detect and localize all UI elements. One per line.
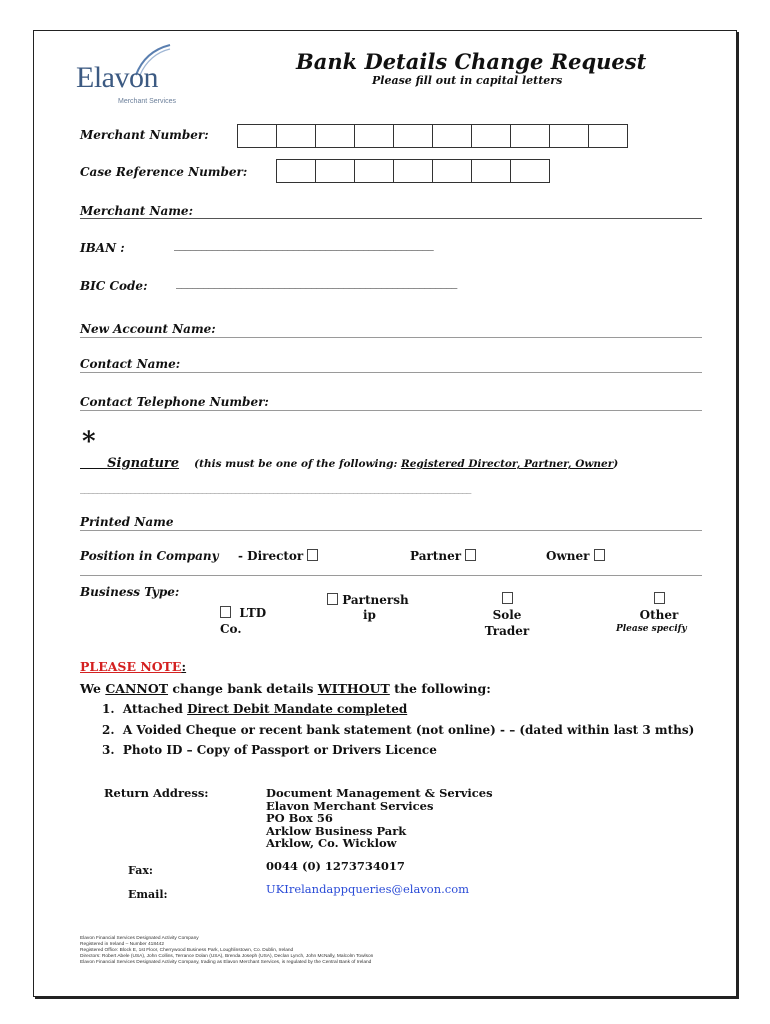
requirement-2: 2. A Voided Cheque or recent bank statement (not online) - – (dated within last 3 mths) — [102, 723, 695, 737]
partner-checkbox[interactable] — [465, 549, 476, 561]
digit-box[interactable] — [393, 124, 433, 148]
signature-note: (this must be one of the following: Registered Director, Partner, Owner) — [194, 458, 619, 470]
option-sole-trader[interactable]: Sole Trader — [469, 591, 545, 639]
digit-box[interactable] — [237, 124, 277, 148]
fax-value: 0044 (0) 1273734017 — [266, 859, 405, 873]
option-other[interactable]: Other — [622, 591, 696, 623]
sole-trader-checkbox[interactable] — [502, 592, 513, 604]
digit-box[interactable] — [510, 124, 550, 148]
digit-box[interactable] — [471, 159, 511, 183]
address-line: Document Management & Services — [266, 786, 493, 800]
business-type-label: Business Type: — [80, 585, 180, 599]
new-account-name-label: New Account Name: — [80, 322, 216, 336]
footer-line: Registered in Ireland – Number 418442 — [80, 942, 164, 947]
elavon-logo — [74, 43, 194, 103]
contact-name-line[interactable] — [80, 372, 702, 373]
address-line: Arklow, Co. Wicklow — [266, 836, 397, 850]
note-intro: We CANNOT change bank details WITHOUT the following: — [80, 681, 491, 696]
bic-label: BIC Code: — [80, 279, 148, 293]
bic-line[interactable]: ____________________________________________________ — [176, 275, 457, 289]
printed-name-line[interactable] — [80, 530, 702, 531]
merchant-number-label: Merchant Number: — [80, 128, 209, 142]
director-checkbox[interactable] — [307, 549, 318, 561]
other-checkbox[interactable] — [654, 592, 665, 604]
partnership-checkbox[interactable] — [327, 593, 338, 605]
digit-box[interactable] — [315, 159, 355, 183]
ltd-checkbox[interactable] — [220, 606, 231, 618]
form-page — [33, 30, 737, 997]
digit-box[interactable] — [471, 124, 511, 148]
option-owner[interactable]: Owner — [546, 549, 605, 563]
footer-line: Registered Office: Block E, 1st Floor, Cherrywood Business Park, Loughlinstown, Co. Dublin, Ireland — [80, 948, 294, 953]
logo-subtitle: Merchant Services — [118, 98, 176, 105]
contact-name-label: Contact Name: — [80, 357, 181, 371]
position-divider — [80, 575, 702, 576]
return-address-block — [266, 787, 493, 850]
case-reference-label: Case Reference Number: — [80, 165, 248, 179]
new-account-name-line[interactable] — [80, 337, 702, 338]
digit-box[interactable] — [549, 124, 589, 148]
requirement-1: 1. Attached Direct Debit Mandate completed — [102, 702, 408, 716]
logo-wordmark: Elavon — [76, 61, 158, 94]
iban-label: IBAN : — [80, 241, 125, 255]
address-line: Elavon Merchant Services — [266, 798, 434, 813]
address-line: PO Box 56 — [266, 811, 333, 825]
digit-box[interactable] — [354, 124, 394, 148]
printed-name-label: Printed Name — [80, 515, 174, 529]
please-note-heading: PLEASE NOTE: — [80, 659, 187, 674]
contact-telephone-line[interactable] — [80, 410, 702, 411]
case-reference-boxes[interactable] — [277, 159, 550, 183]
footer-line: Elavon Financial Services Designated Activity Company, trading as Elavon Merchant Services, is regulated by the Central Bank of Ireland — [80, 960, 372, 965]
digit-box[interactable] — [432, 124, 472, 148]
merchant-number-boxes[interactable] — [238, 124, 628, 148]
digit-box[interactable] — [432, 159, 472, 183]
other-specify-note: Please specify — [616, 624, 687, 634]
option-ltd[interactable]: LTD Co. — [220, 606, 267, 636]
asterisk-marker: * — [82, 427, 96, 457]
digit-box[interactable] — [354, 159, 394, 183]
address-line: Arklow Business Park — [266, 823, 407, 838]
merchant-name-line[interactable] — [80, 218, 702, 219]
digit-box[interactable] — [276, 159, 316, 183]
signature-label: Signature — [107, 456, 180, 471]
signature-row — [80, 452, 618, 471]
footer-line: Directors: Robert Abele (USA), John Collins, Terrance Dolan (USA), Brenda Joseph (USA), Declan Lynch, John McNally, Malcolm Towlson — [80, 954, 374, 959]
option-partner[interactable]: Partner — [410, 549, 476, 563]
email-link[interactable]: UKIrelandappqueries@elavon.com — [266, 882, 470, 896]
requirement-3: 3. Photo ID – Copy of Passport or Drivers Licence — [102, 743, 437, 757]
fax-label: Fax: — [128, 864, 153, 877]
digit-box[interactable] — [588, 124, 628, 148]
option-director[interactable]: - Director — [238, 549, 318, 563]
merchant-name-label: Merchant Name: — [80, 204, 193, 218]
signature-line[interactable]: _____________________________________________________________________________________________ — [80, 483, 471, 494]
page-title: Bank Details Change Request — [296, 49, 647, 74]
digit-box[interactable] — [393, 159, 433, 183]
position-label: Position in Company — [80, 549, 219, 563]
digit-box[interactable] — [276, 124, 316, 148]
page-subtitle: Please fill out in capital letters — [372, 74, 563, 87]
owner-checkbox[interactable] — [594, 549, 605, 561]
digit-box[interactable] — [510, 159, 550, 183]
return-address-label: Return Address: — [104, 786, 209, 800]
digit-box[interactable] — [315, 124, 355, 148]
legal-footer — [80, 936, 373, 966]
option-partnership[interactable]: Partnersh ip — [327, 593, 409, 623]
footer-line: Elavon Financial Services Designated Activity Company — [80, 936, 199, 941]
iban-line[interactable]: ________________________________________________ — [174, 237, 434, 251]
contact-telephone-label: Contact Telephone Number: — [80, 395, 269, 409]
email-label: Email: — [128, 888, 168, 901]
